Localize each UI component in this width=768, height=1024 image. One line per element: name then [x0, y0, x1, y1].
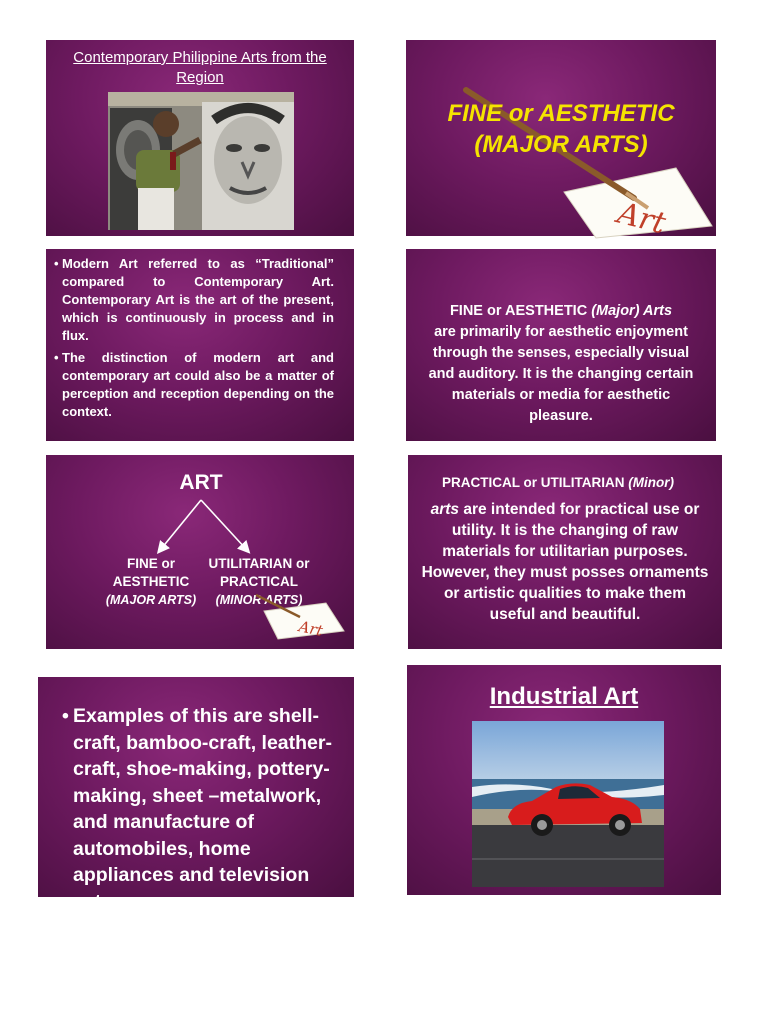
bullet-list: [54, 255, 334, 425]
slide-modern-vs-contemporary: [46, 249, 354, 441]
definition-lead-em: (Major) Arts: [591, 303, 673, 319]
slide-art-diagram: [46, 455, 354, 649]
slide-industrial-art: [407, 665, 721, 895]
slide-title: Contemporary Philippine Arts from the Region: [73, 49, 327, 86]
slide-title: FINE or AESTHETIC (MAJOR ARTS): [447, 100, 675, 158]
diagram-branch-utilitarian: UTILITARIAN or PRACTICAL (MINOR ARTS): [208, 556, 310, 607]
definition-body: are primarily for aesthetic enjoyment through the senses, especially visual and auditory. It is the changing certain materials or media for aesthetic pleasure.: [428, 324, 694, 424]
definition-lead: FINE or AESTHETIC: [449, 303, 592, 319]
slide-fine-aesthetic-title: [406, 40, 716, 242]
slide-practical-arts-definition: [408, 455, 722, 649]
art-card-text: Art: [297, 617, 325, 640]
diagram-root-label: ART: [179, 471, 223, 494]
slide-contemporary-arts: [46, 40, 354, 236]
slide-examples: [38, 677, 354, 913]
diagram-branch-fine: FINE or AESTHETIC (MAJOR ARTS): [105, 556, 197, 607]
art-card-brush-icon: [256, 593, 352, 643]
definition-text: [420, 499, 710, 625]
definition-text: [418, 301, 704, 427]
bullet-item: • Examples of this are shell-craft, bamboo-craft, leather-craft, shoe-making, pottery-making, sheet –metalwork, and manufacture of automobiles, home appliances and television sets.: [62, 703, 334, 915]
slide-heading: PRACTICAL or UTILITARIAN (Minor): [442, 475, 674, 490]
art-card-text: Art: [614, 195, 670, 242]
artist-painting-photo: [108, 92, 294, 230]
bullet-item: • Modern Art referred to as “Traditional” compared to Contemporary Art. Contemporary Art is the art of the present, which is continuously in process and in flux.: [54, 255, 334, 345]
slide-fine-arts-definition: [406, 249, 716, 441]
definition-lead-em: arts: [430, 501, 460, 518]
red-sports-car-photo: [472, 721, 664, 887]
slide-title: Industrial Art: [489, 683, 639, 710]
definition-body: are intended for practical use or utility. It is the changing of raw materials for utilitarian purposes. However, they must posses ornaments or artistic qualities to make them useful and beautiful.: [421, 501, 709, 623]
bullet-list: [62, 703, 334, 915]
bullet-item: • The distinction of modern art and contemporary art could also be a matter of perception and reception depending on the context.: [54, 349, 334, 421]
